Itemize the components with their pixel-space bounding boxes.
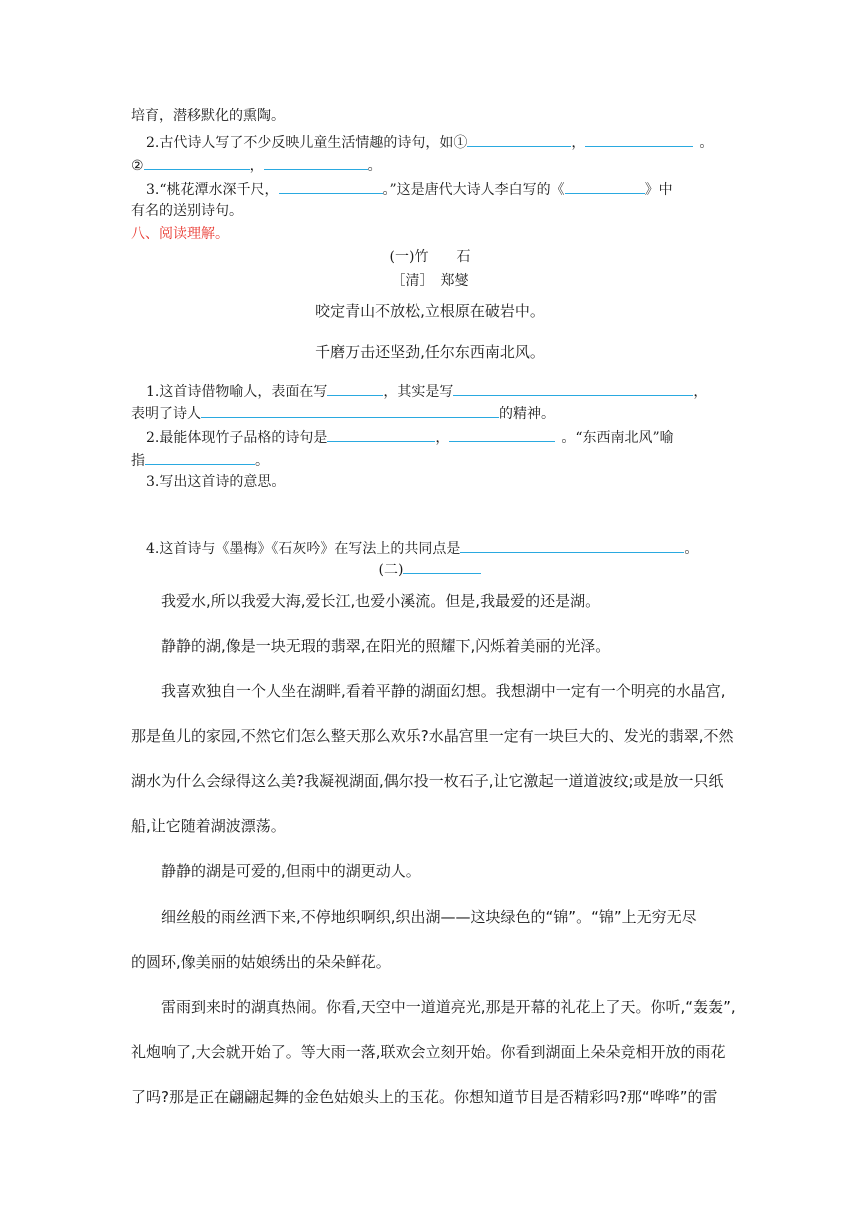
answer-blank[interactable] [145,449,255,465]
answer-blank[interactable] [327,426,435,442]
question-8-2: 2.最能体现竹子品格的诗句是 ， 。“东西南北风”喻 [146,426,674,448]
passage-line: 那是鱼儿的家园,不然它们怎么整天那么欢乐?水晶宫里一定有一块巨大的、发光的翡翠,不然 [131,727,734,745]
answer-blank[interactable] [565,178,645,194]
passage-title: (二) [0,558,860,580]
question-7-2-continued: ② ， 。 [131,154,382,176]
question-7-2: 2.古代诗人写了不少反映儿童生活情趣的诗句，如① ， 。 [146,131,713,153]
question-8-2-continued: 指 。 [131,449,269,471]
question-8-4: 4.这首诗与《墨梅》《石灰吟》在写法上的共同点是 。 [146,537,698,559]
answer-blank[interactable] [449,426,555,442]
passage-line: 静静的湖,像是一块无瑕的翡翠,在阳光的照耀下,闪烁着美丽的光泽。 [161,637,611,655]
passage-line: 的圆环,像美丽的姑娘绣出的朵朵鲜花。 [131,953,391,971]
section-heading: 八、阅读理解。 [131,226,229,242]
question-8-1: 1.这首诗借物喻人，表面在写 ，其实是写 ， [146,380,707,402]
answer-blank[interactable] [403,558,481,574]
answer-blank[interactable] [144,154,250,170]
passage-line: 湖水为什么会绿得这么美?我凝视湖面,偶尔投一枚石子,让它激起一道道波纹;或是放一只纸 [131,772,724,790]
passage-line: 礼炮响了,大会就开始了。等大雨一落,联欢会立刻开始。你看到湖面上朵朵竞相开放的雨花 [131,1043,726,1061]
answer-blank[interactable] [453,380,693,396]
poem-author: ［清］ 郑燮 [391,273,469,289]
poem-line: 咬定青山不放松,立根原在破岩中。 [315,302,545,320]
passage-line: 细丝般的雨丝洒下来,不停地织啊织,织出湖——这块绿色的“锦”。“锦”上无穷无尽 [161,908,697,926]
passage-line: 船,让它随着湖波漂荡。 [131,817,286,835]
answer-blank[interactable] [279,178,383,194]
question-8-1-continued: 表明了诗人 的精神。 [131,402,555,424]
passage-line: 了吗?那是正在翩翩起舞的金色姑娘头上的玉花。你想知道节目是否精彩吗?那“哗哗”的雷 [131,1088,718,1106]
poem-title: (一)竹 石 [389,249,471,265]
poem-line: 千磨万击还坚劲,任尔东西南北风。 [315,343,545,361]
answer-blank[interactable] [201,402,499,418]
answer-blank[interactable] [264,154,368,170]
passage-line: 我爱水,所以我爱大海,爱长江,也爱小溪流。但是,我最爱的还是湖。 [161,592,601,610]
answer-blank[interactable] [467,131,571,147]
paragraph-line: 培育，潜移默化的熏陶。 [131,108,285,124]
answer-blank[interactable] [327,380,383,396]
passage-line: 雷雨到来时的湖真热闹。你看,天空中一道道亮光,那是开幕的礼花上了天。你听,“轰轰”, [161,998,736,1016]
passage-line: 我喜欢独自一个人坐在湖畔,看着平静的湖面幻想。我想湖中一定有一个明亮的水晶宫, [161,682,726,700]
paragraph-line: 有名的送别诗句。 [131,203,243,219]
question-8-3: 3.写出这首诗的意思。 [146,474,286,490]
answer-blank[interactable] [585,131,693,147]
question-7-3: 3.“桃花潭水深千尺， 。”这是唐代大诗人李白写的《 》中 [146,178,673,200]
passage-line: 静静的湖是可爱的,但雨中的湖更动人。 [161,862,421,880]
answer-blank[interactable] [460,537,684,553]
